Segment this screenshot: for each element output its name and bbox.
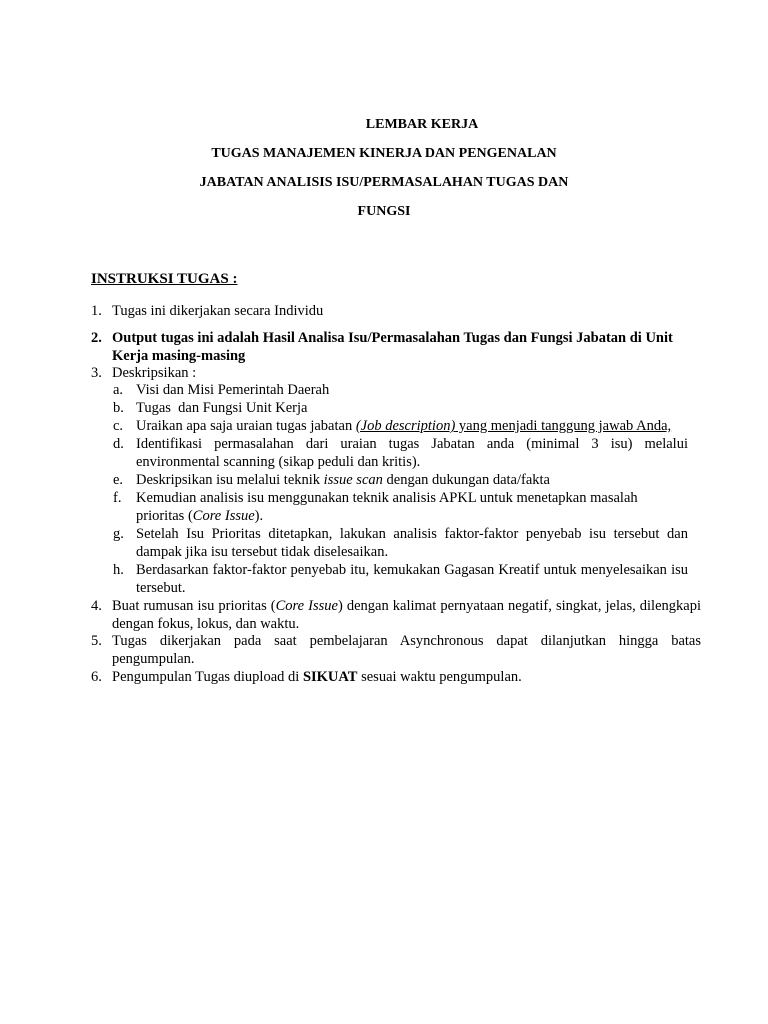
sub-item-letter: e. — [113, 472, 124, 488]
sub-item-text-part: Uraikan apa saja uraian tugas jabatan — [136, 418, 356, 434]
sub-item-text — [136, 417, 703, 435]
instruction-item-5 — [91, 632, 701, 668]
sub-item-f — [113, 489, 688, 525]
sub-item-text: Setelah Isu Prioritas ditetapkan, lakukan analisis faktor-faktor penyebab isu tersebut dan dampak jika isu tersebut tidak diselesaikan. — [136, 526, 688, 560]
sub-item-letter: a. — [113, 382, 124, 398]
item-text-part: sesuai waktu pengumpulan. — [357, 669, 522, 685]
sub-item-e — [113, 471, 688, 489]
job-description-term: (Job description) — [355, 418, 456, 434]
sub-item-h — [113, 561, 688, 597]
sub-item-text: Berdasarkan faktor-faktor penyebab itu, kemukakan Gagasan Kreatif untuk menyelesaikan isu tersebut. — [136, 562, 688, 596]
instruction-item-4 — [91, 597, 701, 633]
sub-item-letter: g. — [113, 526, 124, 542]
sikuat-term: SIKUAT — [302, 669, 358, 685]
title-line-4: FUNGSI — [357, 204, 411, 219]
item-number: 2. — [91, 330, 102, 346]
sub-item-letter: c. — [113, 418, 124, 434]
sub-item-c — [113, 417, 703, 435]
core-issue-term: Core Issue — [275, 598, 338, 614]
sub-item-text — [136, 489, 688, 525]
item-text — [112, 668, 701, 686]
sub-item-a — [113, 381, 688, 399]
sub-item-text — [136, 471, 688, 489]
sub-item-text-part: yang menjadi tanggung jawab Anda, — [455, 418, 672, 434]
item-number: 3. — [91, 365, 102, 381]
item-text-part: Pengumpulan Tugas diupload di — [112, 669, 303, 685]
sub-item-text-part: ). — [254, 508, 264, 524]
item-number: 1. — [91, 303, 102, 319]
item-number: 4. — [91, 598, 102, 614]
sub-item-text: Tugas dan Fungsi Unit Kerja — [136, 400, 308, 416]
sub-item-text-part: dengan dukungan data/fakta — [382, 472, 550, 488]
sub-item-d — [113, 435, 688, 471]
item-number: 6. — [91, 669, 102, 685]
item-text — [112, 597, 701, 633]
sub-item-g — [113, 525, 688, 561]
sub-item-text: Visi dan Misi Pemerintah Daerah — [136, 382, 330, 398]
sub-item-letter: d. — [113, 436, 124, 452]
core-issue-term: Core Issue — [192, 508, 255, 524]
sub-item-text-part: Kemudian analisis isu menggunakan teknik analisis APKL untuk menetapkan masalah prioritas ( — [136, 490, 638, 524]
sub-item-letter: h. — [113, 562, 124, 578]
sub-item-letter: b. — [113, 400, 124, 416]
item-text-part: ) dengan kalimat pernyataan negatif, singkat, jelas, dilengkapi dengan fokus, lokus, dan waktu. — [112, 598, 701, 632]
instructions-heading: INSTRUKSI TUGAS : — [91, 271, 238, 287]
sub-item-text: Identifikasi permasalahan dari uraian tugas Jabatan anda (minimal 3 isu) melalui environmental scanning (sikap peduli dan kritis). — [136, 436, 688, 470]
sub-item-b — [113, 399, 688, 417]
title-line-2: TUGAS MANAJEMEN KINERJA DAN PENGENALAN — [211, 146, 557, 161]
item-text: Tugas ini dikerjakan secara Individu — [112, 303, 324, 319]
issue-scan-term: issue scan — [323, 472, 383, 488]
item-text-part: Buat rumusan isu prioritas ( — [112, 598, 276, 614]
item-text: Output tugas ini adalah Hasil Analisa Isu/Permasalahan Tugas dan Fungsi Jabatan di Unit Kerja masing-masing — [112, 330, 673, 364]
instruction-item-6 — [91, 668, 701, 686]
sub-item-letter: f. — [113, 490, 122, 506]
item-number: 5. — [91, 633, 102, 649]
title-line-1: LEMBAR KERJA — [365, 117, 479, 132]
instruction-item-3 — [91, 364, 701, 382]
title-line-3: JABATAN ANALISIS ISU/PERMASALAHAN TUGAS DAN — [199, 175, 569, 190]
instruction-item-2 — [91, 329, 701, 365]
item-text: Deskripsikan : — [112, 365, 197, 381]
item-text: Tugas dikerjakan pada saat pembelajaran Asynchronous dapat dilanjutkan hingga batas pengumpulan. — [112, 633, 701, 667]
instruction-item-1 — [91, 302, 701, 320]
sub-item-text-part: Deskripsikan isu melalui teknik — [136, 472, 324, 488]
